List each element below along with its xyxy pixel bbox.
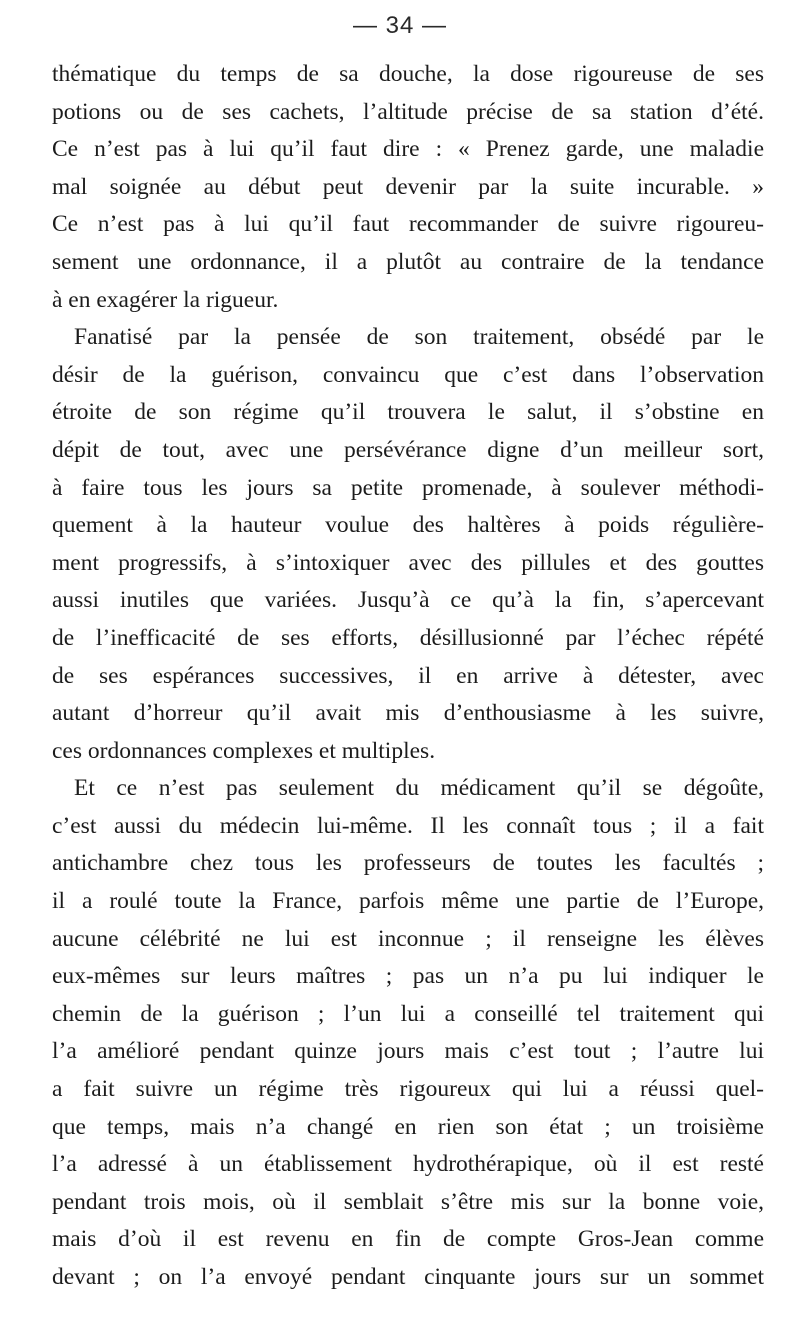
text-line: autant d’horreur qu’il avait mis d’enthousiasme à les suivre, <box>52 700 764 727</box>
text-line: à en exagérer la rigueur. <box>52 286 279 313</box>
text-line: à faire tous les jours sa petite promenade, à soulever méthodi- <box>52 474 764 501</box>
text-line: l’a adressé à un établissement hydrothérapique, où il est resté <box>52 1151 764 1178</box>
text-line: pendant trois mois, où il semblait s’être mis sur la bonne voie, <box>52 1188 764 1215</box>
text-line: Ce n’est pas à lui qu’il faut dire : « Prenez garde, une maladie <box>52 136 764 163</box>
text-line: mais d’où il est revenu en fin de compte Gros-Jean comme <box>52 1226 764 1253</box>
text-line: ment progressifs, à s’intoxiquer avec des pillules et des gouttes <box>52 549 764 576</box>
text-line: chemin de la guérison ; l’un lui a conseillé tel traitement qui <box>52 1000 764 1027</box>
text-line: Ce n’est pas à lui qu’il faut recommander de suivre rigoureu- <box>52 211 764 238</box>
text-line: Et ce n’est pas seulement du médicament qu’il se dégoûte, <box>74 775 764 802</box>
text-line: devant ; on l’a envoyé pendant cinquante jours sur un sommet <box>52 1264 764 1290</box>
text-line: potions ou de ses cachets, l’altitude précise de sa station d’été. <box>52 98 764 125</box>
text-line: Fanatisé par la pensée de son traitement, obsédé par le <box>74 324 764 351</box>
page-number: — 34 — <box>352 12 448 39</box>
text-line: c’est aussi du médecin lui-même. Il les connaît tous ; il a fait <box>52 812 764 839</box>
text-line: il a roulé toute la France, parfois même une partie de l’Europe, <box>52 888 764 915</box>
text-line: aucune célébrité ne lui est inconnue ; il renseigne les élèves <box>52 925 764 952</box>
text-line: ces ordonnances complexes et multiples. <box>52 737 436 764</box>
text-line: de ses espérances successives, il en arrive à détester, avec <box>52 662 764 689</box>
text-line: antichambre chez tous les professeurs de toutes les facultés ; <box>52 850 764 877</box>
text-line: mal soignée au début peut devenir par la suite incurable. » <box>52 173 764 200</box>
text-line: désir de la guérison, convaincu que c’est dans l’observation <box>52 361 764 388</box>
text-line: aussi inutiles que variées. Jusqu’à ce qu’à la fin, s’apercevant <box>52 587 764 614</box>
text-line: dépit de tout, avec une persévérance digne d’un meilleur sort, <box>52 436 764 463</box>
body-text <box>52 56 764 1297</box>
text-line: sement une ordonnance, il a plutôt au contraire de la tendance <box>52 248 764 275</box>
text-line: thématique du temps de sa douche, la dose rigoureuse de ses <box>52 61 764 87</box>
text-line: eux-mêmes sur leurs maîtres ; pas un n’a pu lui indiquer le <box>52 963 764 990</box>
text-line: que temps, mais n’a changé en rien son état ; un troisième <box>52 1113 764 1140</box>
text-line: quement à la hauteur voulue des haltères à poids régulière- <box>52 512 764 539</box>
text-line: étroite de son régime qu’il trouvera le salut, il s’obstine en <box>52 399 764 426</box>
text-line: l’a amélioré pendant quinze jours mais c’est tout ; l’autre lui <box>52 1038 764 1065</box>
text-line: de l’inefficacité de ses efforts, désillusionné par l’échec répété <box>52 624 764 651</box>
text-line: a fait suivre un régime très rigoureux qui lui a réussi quel- <box>52 1076 764 1103</box>
